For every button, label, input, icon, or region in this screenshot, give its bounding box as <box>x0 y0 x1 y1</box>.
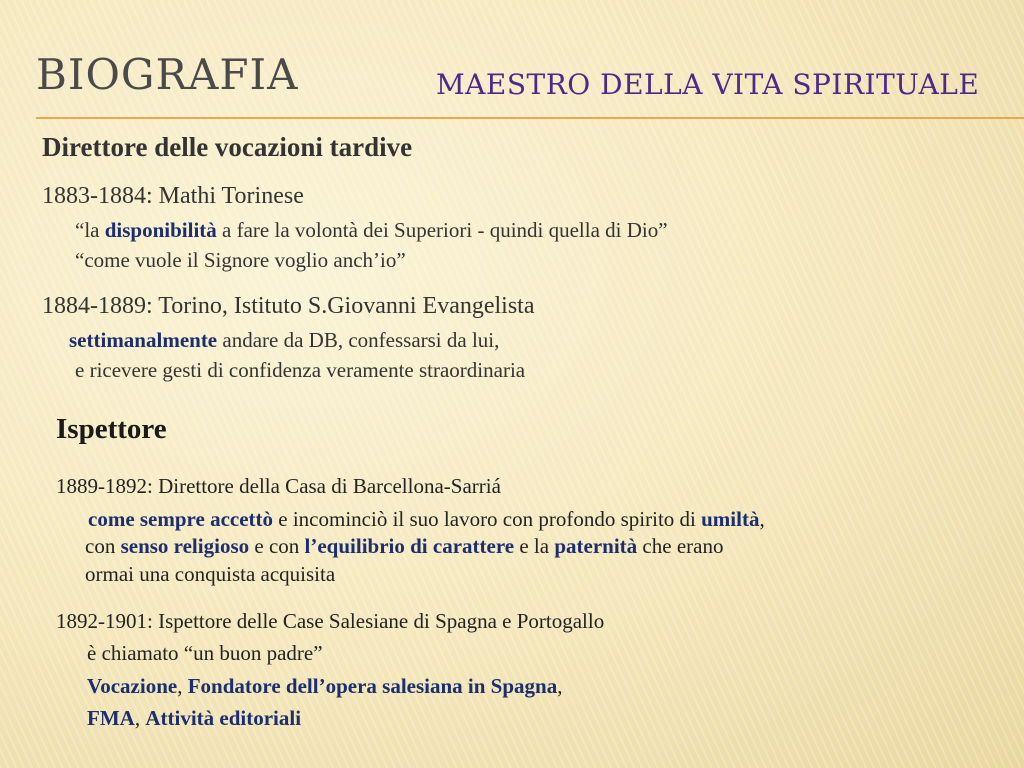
entry-text-line: è chiamato “un buon padre” <box>87 641 323 665</box>
highlight: Fondatore dell’opera salesiana in Spagna <box>187 674 558 698</box>
text: , <box>557 674 563 698</box>
text: che erano <box>637 534 724 558</box>
highlight: senso religioso <box>120 534 250 558</box>
entry-date-line: 1883-1884: Mathi Torinese <box>42 183 304 209</box>
text: “la <box>75 218 105 242</box>
highlight: disponibilità <box>104 218 217 242</box>
entry-date-line: 1889-1892: Direttore della Casa di Barcellona-Sarriá <box>56 474 501 498</box>
slide-subtitle: MAESTRO DELLA VITA SPIRITUALE <box>436 68 980 101</box>
text: con <box>85 534 121 558</box>
section-heading-vocazioni: Direttore delle vocazioni tardive <box>42 132 413 162</box>
entry-text-line <box>85 534 723 559</box>
highlight: FMA <box>87 706 135 730</box>
highlight: l’equilibrio di carattere <box>304 534 515 558</box>
highlight: paternità <box>554 534 638 558</box>
highlight: umiltà <box>701 507 760 531</box>
entry-text-line <box>69 328 499 353</box>
text: e incominciò il suo lavoro con profondo spirito di <box>273 507 702 531</box>
entry-text-line: ormai una conquista acquisita <box>85 562 336 586</box>
text: a fare la volontà dei Superiori - quindi quella di Dio” <box>216 218 668 242</box>
text: , <box>759 507 765 531</box>
highlight: Vocazione <box>87 674 178 698</box>
entry-text-line <box>87 674 562 699</box>
quote-line: “come vuole il Signore voglio anch’io” <box>75 248 406 272</box>
highlight: come sempre accettò <box>88 507 274 531</box>
title-divider <box>36 117 1024 119</box>
text: e la <box>514 534 555 558</box>
text: andare da DB, confessarsi da lui, <box>217 328 500 352</box>
slide-title: BIOGRAFIA <box>36 50 299 99</box>
entry-date-line: 1884-1889: Torino, Istituto S.Giovanni Evangelista <box>42 293 535 319</box>
entry-text-line: e ricevere gesti di confidenza veramente straordinaria <box>75 358 526 382</box>
text: e con <box>249 534 305 558</box>
highlight: settimanalmente <box>69 328 218 352</box>
entry-text-line <box>88 507 765 532</box>
quote-line <box>75 218 668 243</box>
section-heading-ispettore: Ispettore <box>56 413 167 445</box>
highlight: Attività editoriali <box>145 706 302 730</box>
entry-text-line <box>87 706 301 731</box>
text: , <box>177 674 188 698</box>
entry-date-line: 1892-1901: Ispettore delle Case Salesiane di Spagna e Portogallo <box>56 609 605 633</box>
text: , <box>134 706 146 730</box>
